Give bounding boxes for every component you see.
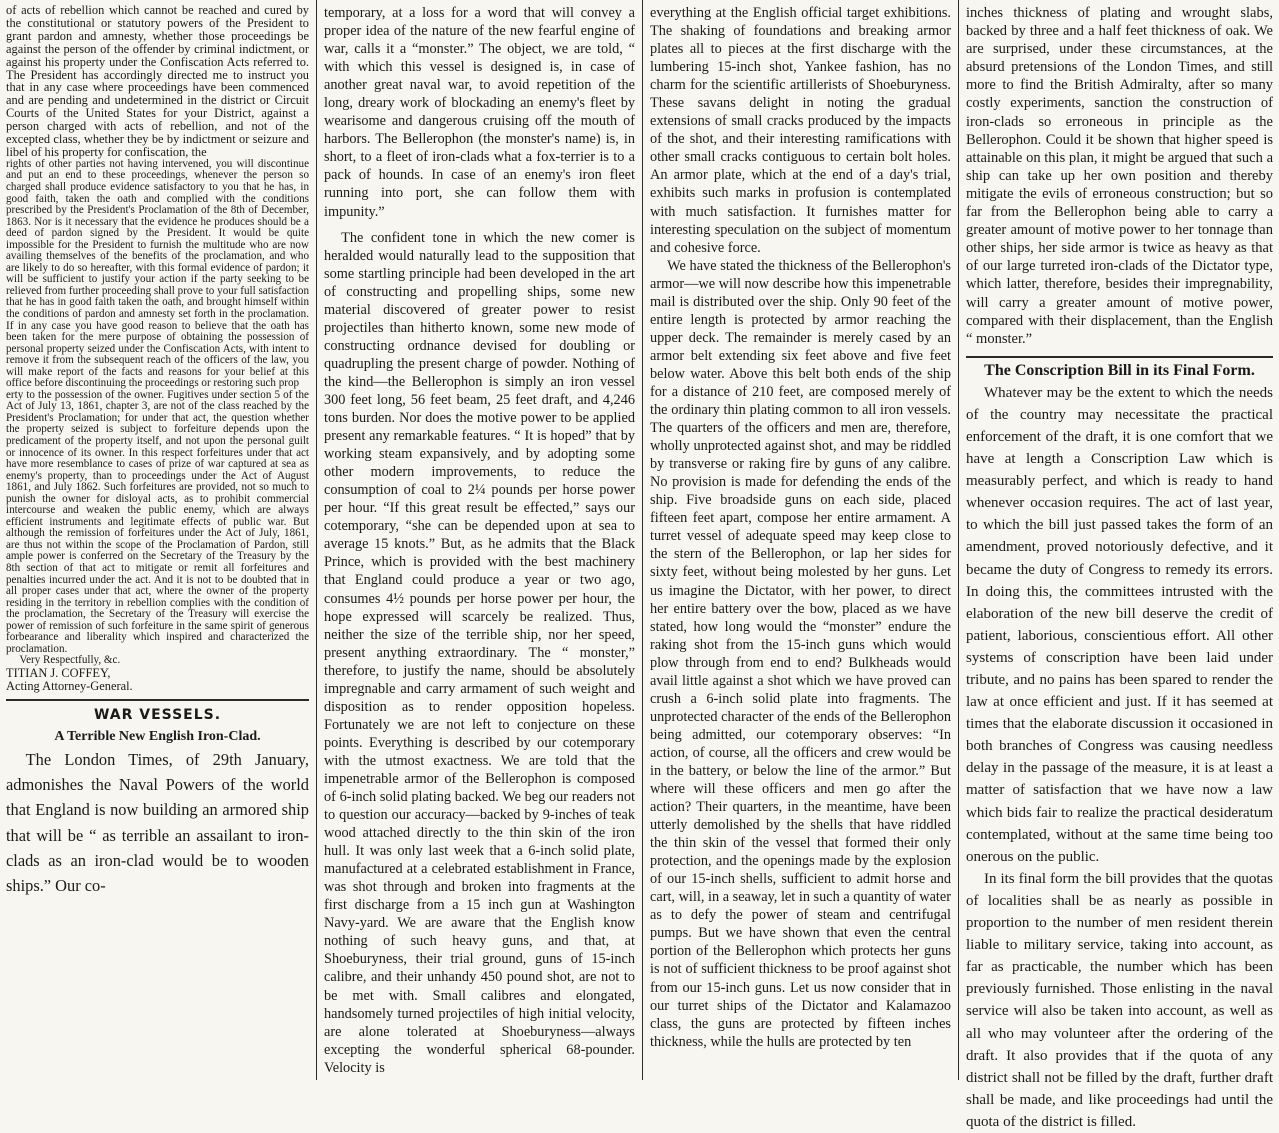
paragraph: everything at the English official target exhibitions. The shaking of foundations and breaking armor plates all to pieces at the first discharge with the lumbering 15-inch shot, Yankee fashion, has no charm for the scientific artillerists of Shoeburyness. These savans delight in noting the gradual extensions of small cracks produced by the impacts of the shot, and their interesting ramifications with other small cracks contiguous to certain bolt holes. An armor plate, which at the end of a day's trial, exhibits such marks in profusion is contemplated with much satisfaction. It furnishes matter for interesting speculation on the subject of momentum and cohesive force.: [650, 5, 951, 256]
section-divider: [966, 356, 1273, 358]
closing: Very Respectfully, &c.: [19, 654, 121, 667]
paragraph: In its final form the bill provides that the quotas of localities shall be as nearly as possible in proportion to the number of men resident therein liable to military service, taking into account, as far as practicable, the number which has been previously furnished. Those enlisting in the naval service will also be taken into account, as well as all who may volunteer after the ordering of the draft. It also provides that if the quota of any district shall not be filled by the draft, further draft shall be made, and like proceedings had until the quota of the district is filled.: [966, 870, 1273, 1130]
section-divider: [6, 699, 309, 701]
signer-name: TITIAN J. COFFEY,: [6, 665, 111, 680]
article-heading: A Terrible New English Iron-Clad.: [54, 728, 261, 744]
paragraph: rights of other parties not having intervened, you will discontinue and put an end to these proceedings, whenever the person so charged shall produce evidence satisfactory to you that he has, in good faith, taken the oath and complied with the conditions prescribed by the President's Proclamation of the 8th of December, 1863. Nor is it necessary that the evidence he produces should be a deed of pardon signed by the President. It would be quite impossible for the President to furnish the multitude who are now availing themselves of the benefits of the proclamation, and who are likely to do so hereafter, with this formal evidence of pardon; it will be sufficient to justify your action if the party seeking to be relieved from further proceeding shall prove to your full satisfaction that he has in good faith taken the oath, and brought himself within the conditions of pardon and amnesty set forth in the proclamation. If in any case you have good reason to believe that the oath has been taken for the mere purpose of obtaining the possession of personal property seized under the Confiscation Acts, with intent to remove it from the subsequent reach of the officers of the law, you will make report of the facts and reasons for your belief at this office before discontinuing the proceedings or restoring such prop: [6, 157, 309, 390]
column-rule: [642, 0, 643, 1080]
article-heading: The Conscription Bill in its Final Form.: [984, 361, 1255, 379]
section-heading: WAR VESSELS.: [93, 706, 222, 723]
paragraph: The confident tone in which the new comer is heralded would naturally lead to the supposition that some startling principle had been developed in the art of constructing and propelling ships, some new material discovered of greater power to resist projectiles than hitherto known, some new mode of constructing ordnance devised for doubling or quadrupling the present charge of powder. Nothing of the kind—the Bellerophon is simply an iron vessel 300 feet long, 56 feet beam, 25 feet draft, and 4,246 tons burden. Nor does the motive power to be applied present any remarkable features. “ It is hoped” that by working steam expansively, and by adopting some other modern improvements, to reduce the consumption of coal to 2¼ pounds per horse power per hour. “If this great result be effected,” says our cotemporary, “she can be depended upon at sea to average 15 knots.” But, as he admits that the Black Prince, which is provided with the best machinery that England could produce a year or two ago, consumes 4½ pounds per horse power per hour, the hope expressed will scarcely be realized. Thus, neither the size of the terrible ship, nor her speed, present anything extraordinary. The “ monster,” therefore, to justify the name, should be absolutely impregnable and carry armament of such weight and disposition as to render opposition hopeless. Fortunately we are not left to conjecture on these points. Everything is described by our cotemporary with the utmost exactness. We are told that the impenetrable armor of the Bellerophon is composed of 6-inch solid plating backed. We beg our readers not to question our accuracy—backed by 9-inches of teak wood attached directly to the thin skin of the iron hull. It was only last week that a 6-inch solid plate, manufactured at a celebrated establishment in France, was shot through and broken into fragments at the first discharge from a 15 inch gun at Washington Navy-yard. We are aware that the English know nothing of such heavy guns, and that, at Shoeburyness, their trial ground, guns of 15-inch calibre, and their unhandy 450 pound shot, are not to be met with. Small calibres and elongated, handsomely turned projectiles of high initial velocity, are alone tolerated at Shoeburyness—always excepting the wonderful spherical 68-pounder. Velocity is: [324, 229, 635, 1076]
paragraph: erty to the possession of the owner. Fugitives under section 5 of the Act of July 13, 1861, chapter 3, are not of the class reached by the President's Proclamation; for under that act, the question whether the property seized is subject to forfeiture depends upon the predicament of the property itself, and not upon the personal guilt or innocence of its owner. In this respect forfeitures under that act have more resemblance to cases of prize of war captured at sea as enemy's property, than to proceedings under the Act of August 1861, and July 1862. Such forfeitures are provided, not so much to punish the owner for disloyal acts, as to prohibit commercial intercourse and weaken the public enemy, which are always efficient instruments and legitimate effects of public war. But although the remission of forfeitures under the Act of July, 1861, are thus not within the scope of the Proclamation of Pardon, still ample power is conferred on the Secretary of the Treasury by the 8th section of that act to mitigate or remit all forfeitures and penalties incurred under the act. And it is not to be doubted that in all proper cases under that act, where the owner of the property residing in the territory in rebellion complies with the condition of the proclamation, the Secretary of the Treasury will exercise the power of remission of such forfeiture in the same spirit of generous forbearance and liberality which inspired and characterized the proclamation.: [6, 388, 309, 655]
paragraph: We have stated the thickness of the Bellerophon's armor—we will now describe how this impenetrable mail is distributed over the ship. Only 90 feet of the entire length is protected by armor reaching the upper deck. The remainder is merely cased by an armor belt extending six feet above and five feet below water. Above this belt both ends of the ship for a distance of 210 feet, are composed merely of the ordinary thin plating common to all iron vessels. The quarters of the officers and men are, therefore, wholly unprotected against shot, and may be riddled by transverse or raking fire by guns of any calibre. No provision is made for defending the ends of the ship. Five broadside guns on each side, placed fifteen feet apart, compose her entire armament. A turret vessel of adequate speed may keep close to the stern of the Bellerophon, or lap her sides for sixty feet, without being molested by her guns. Let us imagine the Dictator, with her power, to direct her entire battery over the bow, placed as we have stated, how long would the “monster” endure the raking shot from the 15-inch guns which would plow through from end to end? Bulkheads would avail little against a shot which we have proved can crush a 6-inch solid plate into fragments. The unprotected character of the ends of the Bellerophon being admitted, our cotemporary observes: “In action, of course, all the officers and crew would be in the battery, or below the line of the armor.” But where will these officers and men go after the action? Their quarters, in the meantime, have been utterly demolished by the shells that have riddled the thin skin of the vessel that formed their only protection, and the openings made by the explosion of our 15-inch shells, sufficient to admit horse and cart, will, in a seaway, let in such a quantity of water as to defy the power of steam and centrifugal pumps. But we have shown that even the central portion of the Bellerophon which protects her guns is not of sufficient thickness to be proof against shot from our 15-inch guns. Let us now consider that in our turret ships of the Dictator and Kalamazoo class, the guns are protected by fifteen inches thickness, while the hulls are protected by ten: [650, 257, 951, 1050]
paragraph: temporary, at a loss for a word that will convey a proper idea of the nature of the new fearful engine of war, calls it a “monster.” The object, we are told, “ with which this vessel is designed is, in case of another great naval war, to avoid repetition of the long, dreary work of blockading an enemy's fleet by wearisome and dangerous cruising off the mouth of harbors. The Bellerophon (the monster's name) is, in short, to a fleet of iron-clads what a fox-terrier is to a pack of hounds. In case of an enemy's iron fleet running into port, she can follow them with impunity.”: [324, 5, 635, 220]
lead-paragraph: The London Times, of 29th January, admonishes the Naval Powers of the world that England is now building an armored ship that will be “ as terrible an assailant to iron-clads as an iron-clad would be to wooden ships.” Our co-: [6, 749, 309, 896]
column-rule: [958, 0, 959, 1080]
column-1: [0, 0, 315, 1080]
paragraph: Whatever may be the extent to which the needs of the country may necessitate the practical enforcement of the draft, it is one comfort that we have at length a Conscription Law which is measurably perfect, and which is ready to hand whenever occasion requires. The act of last year, to which the bill just passed takes the form of an amendment, proved notoriously defective, and it became the duty of Congress to remedy its errors. In doing this, the committees intrusted with the elaboration of the new bill deserve the credit of patient, laborious, conscientious effort. All other systems of conscription have been laid under tribute, and no pains has been spared to render the law at once efficient and just. If it has seemed at times that the elaborate discussion it occasioned in both branches of Congress was causing needless delay in the passage of the measure, it is at least a matter of satisfaction that we have now a law which bids fair to realize the practical desideratum contemplated, without at the same time being too onerous on the public.: [966, 384, 1273, 865]
column-rule: [316, 0, 317, 1080]
column-3: [644, 0, 957, 1080]
column-4: [960, 0, 1279, 1130]
paragraph: inches thickness of plating and wrought slabs, backed by three and a half feet thickness of oak. We are surprised, under these circumstances, at the absurd pretensions of the London Times, and still more to find the British Admiralty, after so many costly experiments, sanction the construction of iron-clads so erroneous in principle as the Bellerophon. Could it be shown that higher speed is attainable on this plan, it might be argued that such a ship can take up her own position and thereby mitigate the evils of erroneous construction; but so far from the Bellerophon being able to carry a greater amount of motive power to her tonnage than other ships, her side armor is twice as heavy as that of our large turreted iron-clads of the Dictator type, which latter, therefore, besides their impregnability, will carry a greater amount of motive power, compared with their displacement, than the English “ monster.”: [966, 5, 1273, 347]
signer-title: Acting Attorney-General.: [6, 678, 133, 693]
paragraph: of acts of rebellion which cannot be reached and cured by the constitutional or statutory powers of the President to grant pardon and amnesty, whether those proceedings be against the person of the offender by criminal indictment, or against his property under the Confiscation Acts referred to. The President has accordingly directed me to instruct you that in any case where proceedings have been commenced and are pending and undetermined in the district or Circuit Courts of the United States for your District, against a person charged with acts of rebellion, and not of the excepted class, whether they be by indictment or seizure and libel of his property for confiscation, the: [6, 3, 309, 159]
column-2: [318, 0, 641, 1080]
